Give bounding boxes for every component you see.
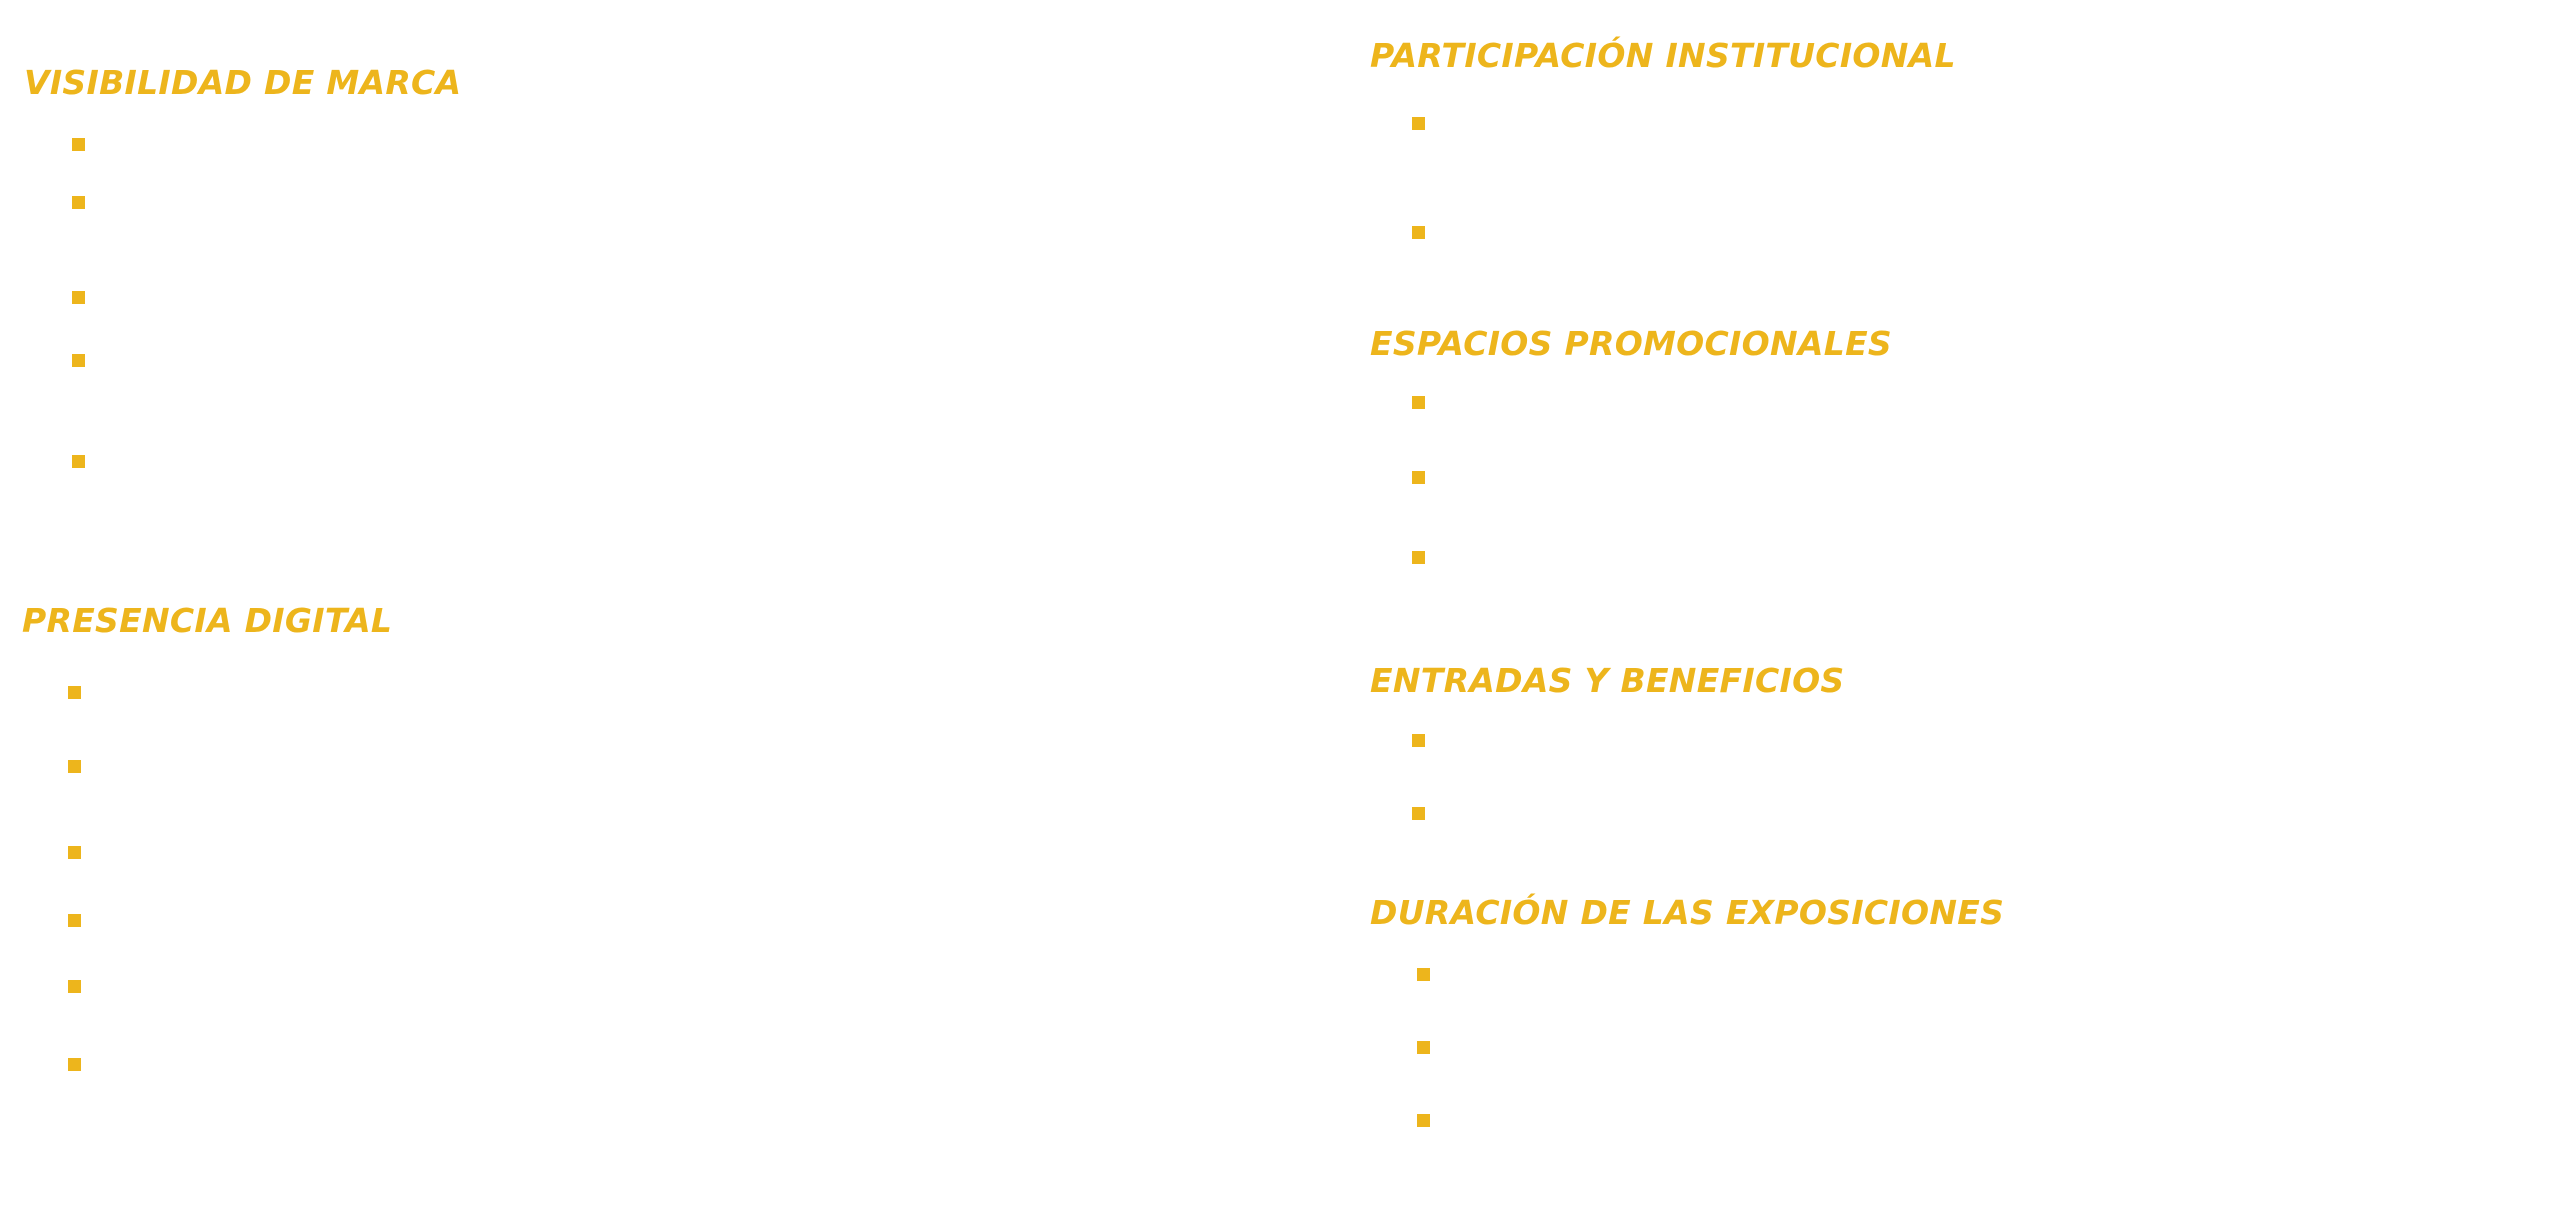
bullet-square-icon <box>1417 968 1430 981</box>
bullet-square-icon <box>1412 734 1425 747</box>
bullet-square-icon <box>72 354 85 367</box>
bullet-square-icon <box>68 760 81 773</box>
section-heading: PRESENCIA DIGITAL <box>22 601 393 640</box>
bullet-square-icon <box>1412 396 1425 409</box>
bullet-square-icon <box>1412 117 1425 130</box>
bullet-square-icon <box>68 980 81 993</box>
bullet-square-icon <box>1412 807 1425 820</box>
bullet-square-icon <box>72 291 85 304</box>
section-heading: DURACIÓN DE LAS EXPOSICIONES <box>1370 893 2005 932</box>
bullet-square-icon <box>68 686 81 699</box>
bullet-square-icon <box>1412 551 1425 564</box>
bullet-square-icon <box>68 914 81 927</box>
section-heading: PARTICIPACIÓN INSTITUCIONAL <box>1370 36 1956 75</box>
bullet-square-icon <box>72 196 85 209</box>
bullet-square-icon <box>72 455 85 468</box>
bullet-square-icon <box>1412 226 1425 239</box>
bullet-square-icon <box>1412 471 1425 484</box>
bullet-square-icon <box>68 846 81 859</box>
bullet-square-icon <box>1417 1041 1430 1054</box>
section-heading: ESPACIOS PROMOCIONALES <box>1370 324 1892 363</box>
bullet-square-icon <box>1417 1114 1430 1127</box>
section-heading: VISIBILIDAD DE MARCA <box>24 63 462 102</box>
bullet-square-icon <box>68 1058 81 1071</box>
section-heading: ENTRADAS Y BENEFICIOS <box>1370 661 1845 700</box>
bullet-square-icon <box>72 138 85 151</box>
